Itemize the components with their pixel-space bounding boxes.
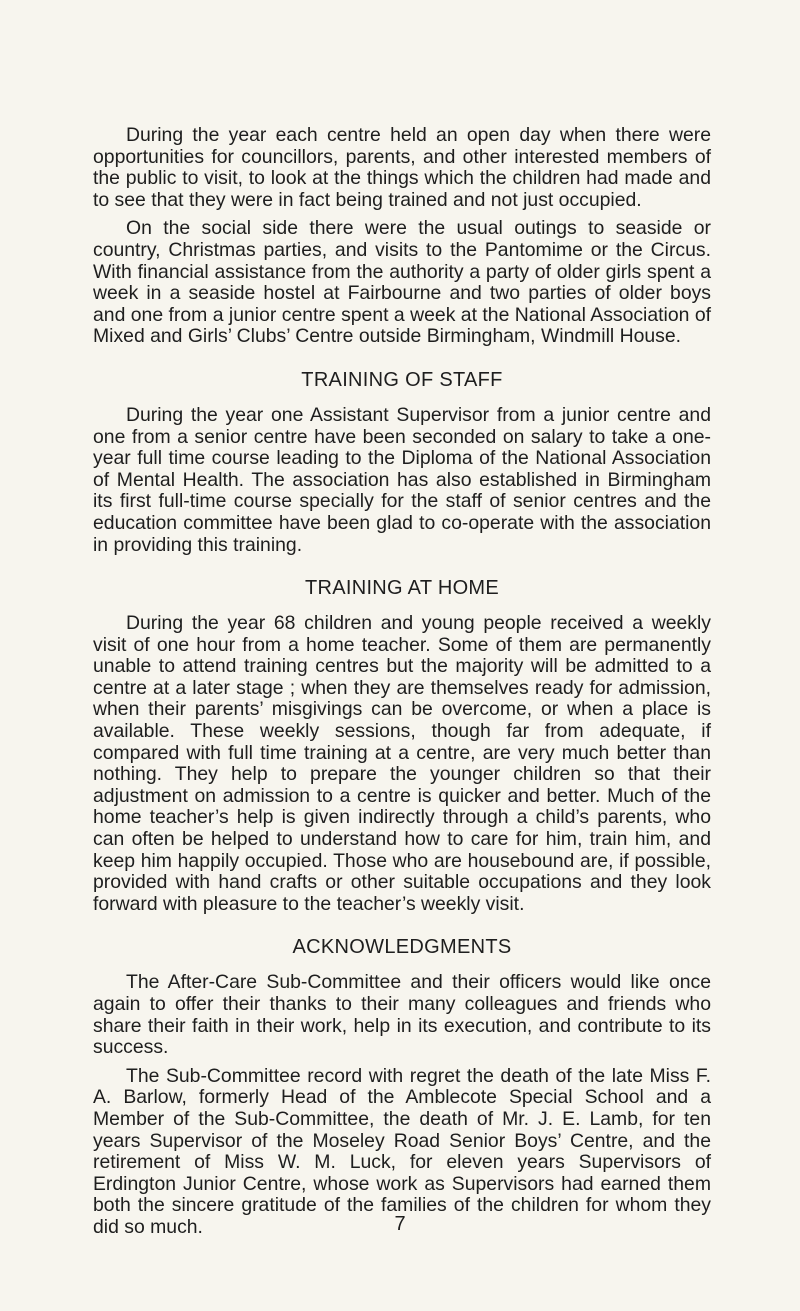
paragraph-training-of-staff: During the year one Assistant Supervisor from a junior centre and one from a senior centre have been seconded on salary to take a one-year full time course leading to the Diploma of the National Association of Mental Health. The association has also established in Birmingham its first full-time course specially for the staff of senior centres and the education committee have been glad to co-operate with the association in providing this training. — [93, 403, 711, 556]
paragraph-acknowledgments-regret: The Sub-Committee record with regret the death of the late Miss F. A. Barlow, formerly Head of the Amblecote Special School and a Member of the Sub-Committee, the death of Mr. J. E. Lamb, for ten years Supervisor of the Moseley Road Senior Boys’ Centre, and the retirement of Miss W. M. Luck, for eleven years Supervisors of Erdington Junior Centre, whose work as Supervisors had earned them both the sincere gratitude of the families of the children for whom they did so much. — [93, 1064, 711, 1238]
heading-training-at-home: TRAINING AT HOME — [304, 577, 500, 600]
document-page — [93, 125, 711, 1246]
heading-acknowledgments: ACKNOWLEDGMENTS — [292, 936, 512, 959]
heading-training-of-staff: TRAINING OF STAFF — [301, 368, 503, 391]
page-number: 7 — [394, 1213, 406, 1235]
paragraph-social-side: On the social side there were the usual outings to seaside or country, Christmas parties, and visits to the Pantomime or the Circus. With financial assistance from the authority a party of older girls spent a week in a seaside hostel at Fairbourne and two parties of older boys and one from a junior centre spent a week at the National Association of Mixed and Girls’ Clubs’ Centre outside Birmingham, Windmill House. — [93, 217, 711, 348]
paragraph-acknowledgments-thanks: The After-Care Sub-Committee and their officers would like once again to offer their thanks to their many colleagues and friends who share their faith in their work, help in its execution, and contribute to its success. — [93, 971, 711, 1059]
paragraph-training-at-home: During the year 68 children and young people received a weekly visit of one hour from a home teacher. Some of them are permanently unable to attend training centres but the majority will be admitted to a centre at a later stage ; when they are themselves ready for admission, when their parents’ misgivings can be overcome, or when a place is available. These weekly sessions, though far from adequate, if compared with full time training at a centre, are very much better than nothing. They help to prepare the younger children so that their adjustment on admission to a centre is quicker and better. Much of the home teacher’s help is given indirectly through a child’s parents, who can often be helped to understand how to care for him, train him, and keep him happily occupied. Those who are housebound are, if possible, provided with hand crafts or other suitable occupations and they look forward with pleasure to the teacher’s weekly visit. — [93, 612, 711, 915]
paragraph-open-day: During the year each centre held an open day when there were opportunities for councillors, parents, and other interested members of the public to visit, to look at the things which the children had made and to see that they were in fact being trained and not just occupied. — [93, 124, 711, 211]
